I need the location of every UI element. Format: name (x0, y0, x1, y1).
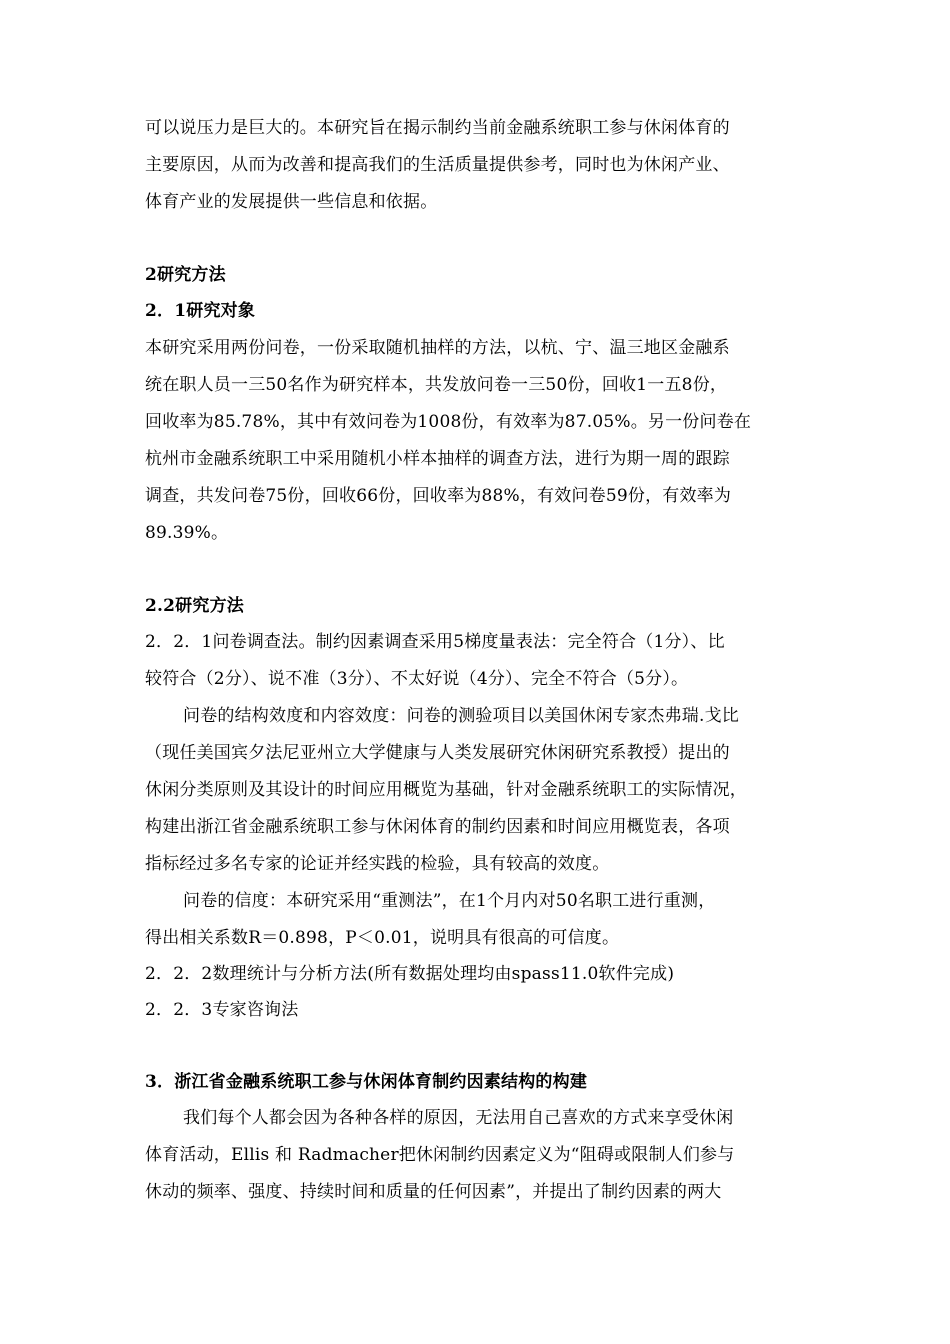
body-text-line: 杭州市金融系统职工中采用随机小样本抽样的调查方法，进行为期一周的跟踪 (145, 449, 730, 469)
body-text-line: 问卷的结构效度和内容效度：问卷的测验项目以美国休闲专家杰弗瑞.戈比 (183, 706, 740, 726)
body-text-line: 2．2．2数理统计与分析方法(所有数据处理均由spass11.0软件完成) (145, 964, 675, 984)
body-text-line: 休闲分类原则及其设计的时间应用概览为基础，针对金融系统职工的实际情况， (145, 780, 747, 800)
section-heading: 3．浙江省金融系统职工参与休闲体育制约因素结构的构建 (145, 1072, 588, 1092)
body-text-line: 本研究采用两份问卷，一份采取随机抽样的方法，以杭、宁、温三地区金融系 (145, 338, 730, 358)
body-text-line: 体育活动，Ellis 和 Radmacher把休闲制约因素定义为“阻碍或限制人们参与 (145, 1145, 735, 1165)
subsection-heading: 2.2研究方法 (145, 596, 244, 616)
body-text-line: 体育产业的发展提供一些信息和依据。 (145, 192, 438, 212)
body-text-line: 问卷的信度：本研究采用“重测法”，在1个月内对50名职工进行重测， (183, 891, 716, 911)
body-text-line: 调查，共发问卷75份，回收66份，回收率为88%，有效问卷59份，有效率为 (145, 486, 732, 506)
body-text-line: 2．2．1问卷调查法。制约因素调查采用5梯度量表法：完全符合（1分）、比 (145, 632, 725, 652)
body-text-line: 得出相关系数R＝0.898，P＜0.01，说明具有很高的可信度。 (145, 928, 620, 948)
body-text-line: 89.39%。 (145, 523, 229, 543)
body-text-line: 较符合（2分）、说不准（3分）、不太好说（4分）、完全不符合（5分）。 (145, 669, 689, 689)
body-text-line: 回收率为85.78%，其中有效问卷为1008份，有效率为87.05%。另一份问卷在 (145, 412, 752, 432)
body-text-line: 可以说压力是巨大的。本研究旨在揭示制约当前金融系统职工参与休闲体育的 (145, 118, 730, 138)
body-text-line: 指标经过多名专家的论证并经实践的检验，具有较高的效度。 (145, 854, 610, 874)
body-text-line: 我们每个人都会因为各种各样的原因，无法用自己喜欢的方式来享受休闲 (183, 1108, 734, 1128)
body-text-line: 构建出浙江省金融系统职工参与休闲体育的制约因素和时间应用概览表，各项 (145, 817, 730, 837)
body-text-line: 统在职人员一三50名作为研究样本，共发放问卷一三50份，回收1一五8份， (145, 375, 728, 395)
body-text-line: 2．2．3专家咨询法 (145, 1000, 299, 1020)
body-text-line: 休动的频率、强度、持续时间和质量的任何因素”，并提出了制约因素的两大 (145, 1182, 722, 1202)
section-heading: 2研究方法 (145, 265, 226, 285)
body-text-line: （现任美国宾夕法尼亚州立大学健康与人类发展研究休闲研究系教授）提出的 (145, 743, 730, 763)
subsection-heading: 2．1研究对象 (145, 301, 256, 321)
body-text-line: 主要原因，从而为改善和提高我们的生活质量提供参考，同时也为休闲产业、 (145, 155, 730, 175)
